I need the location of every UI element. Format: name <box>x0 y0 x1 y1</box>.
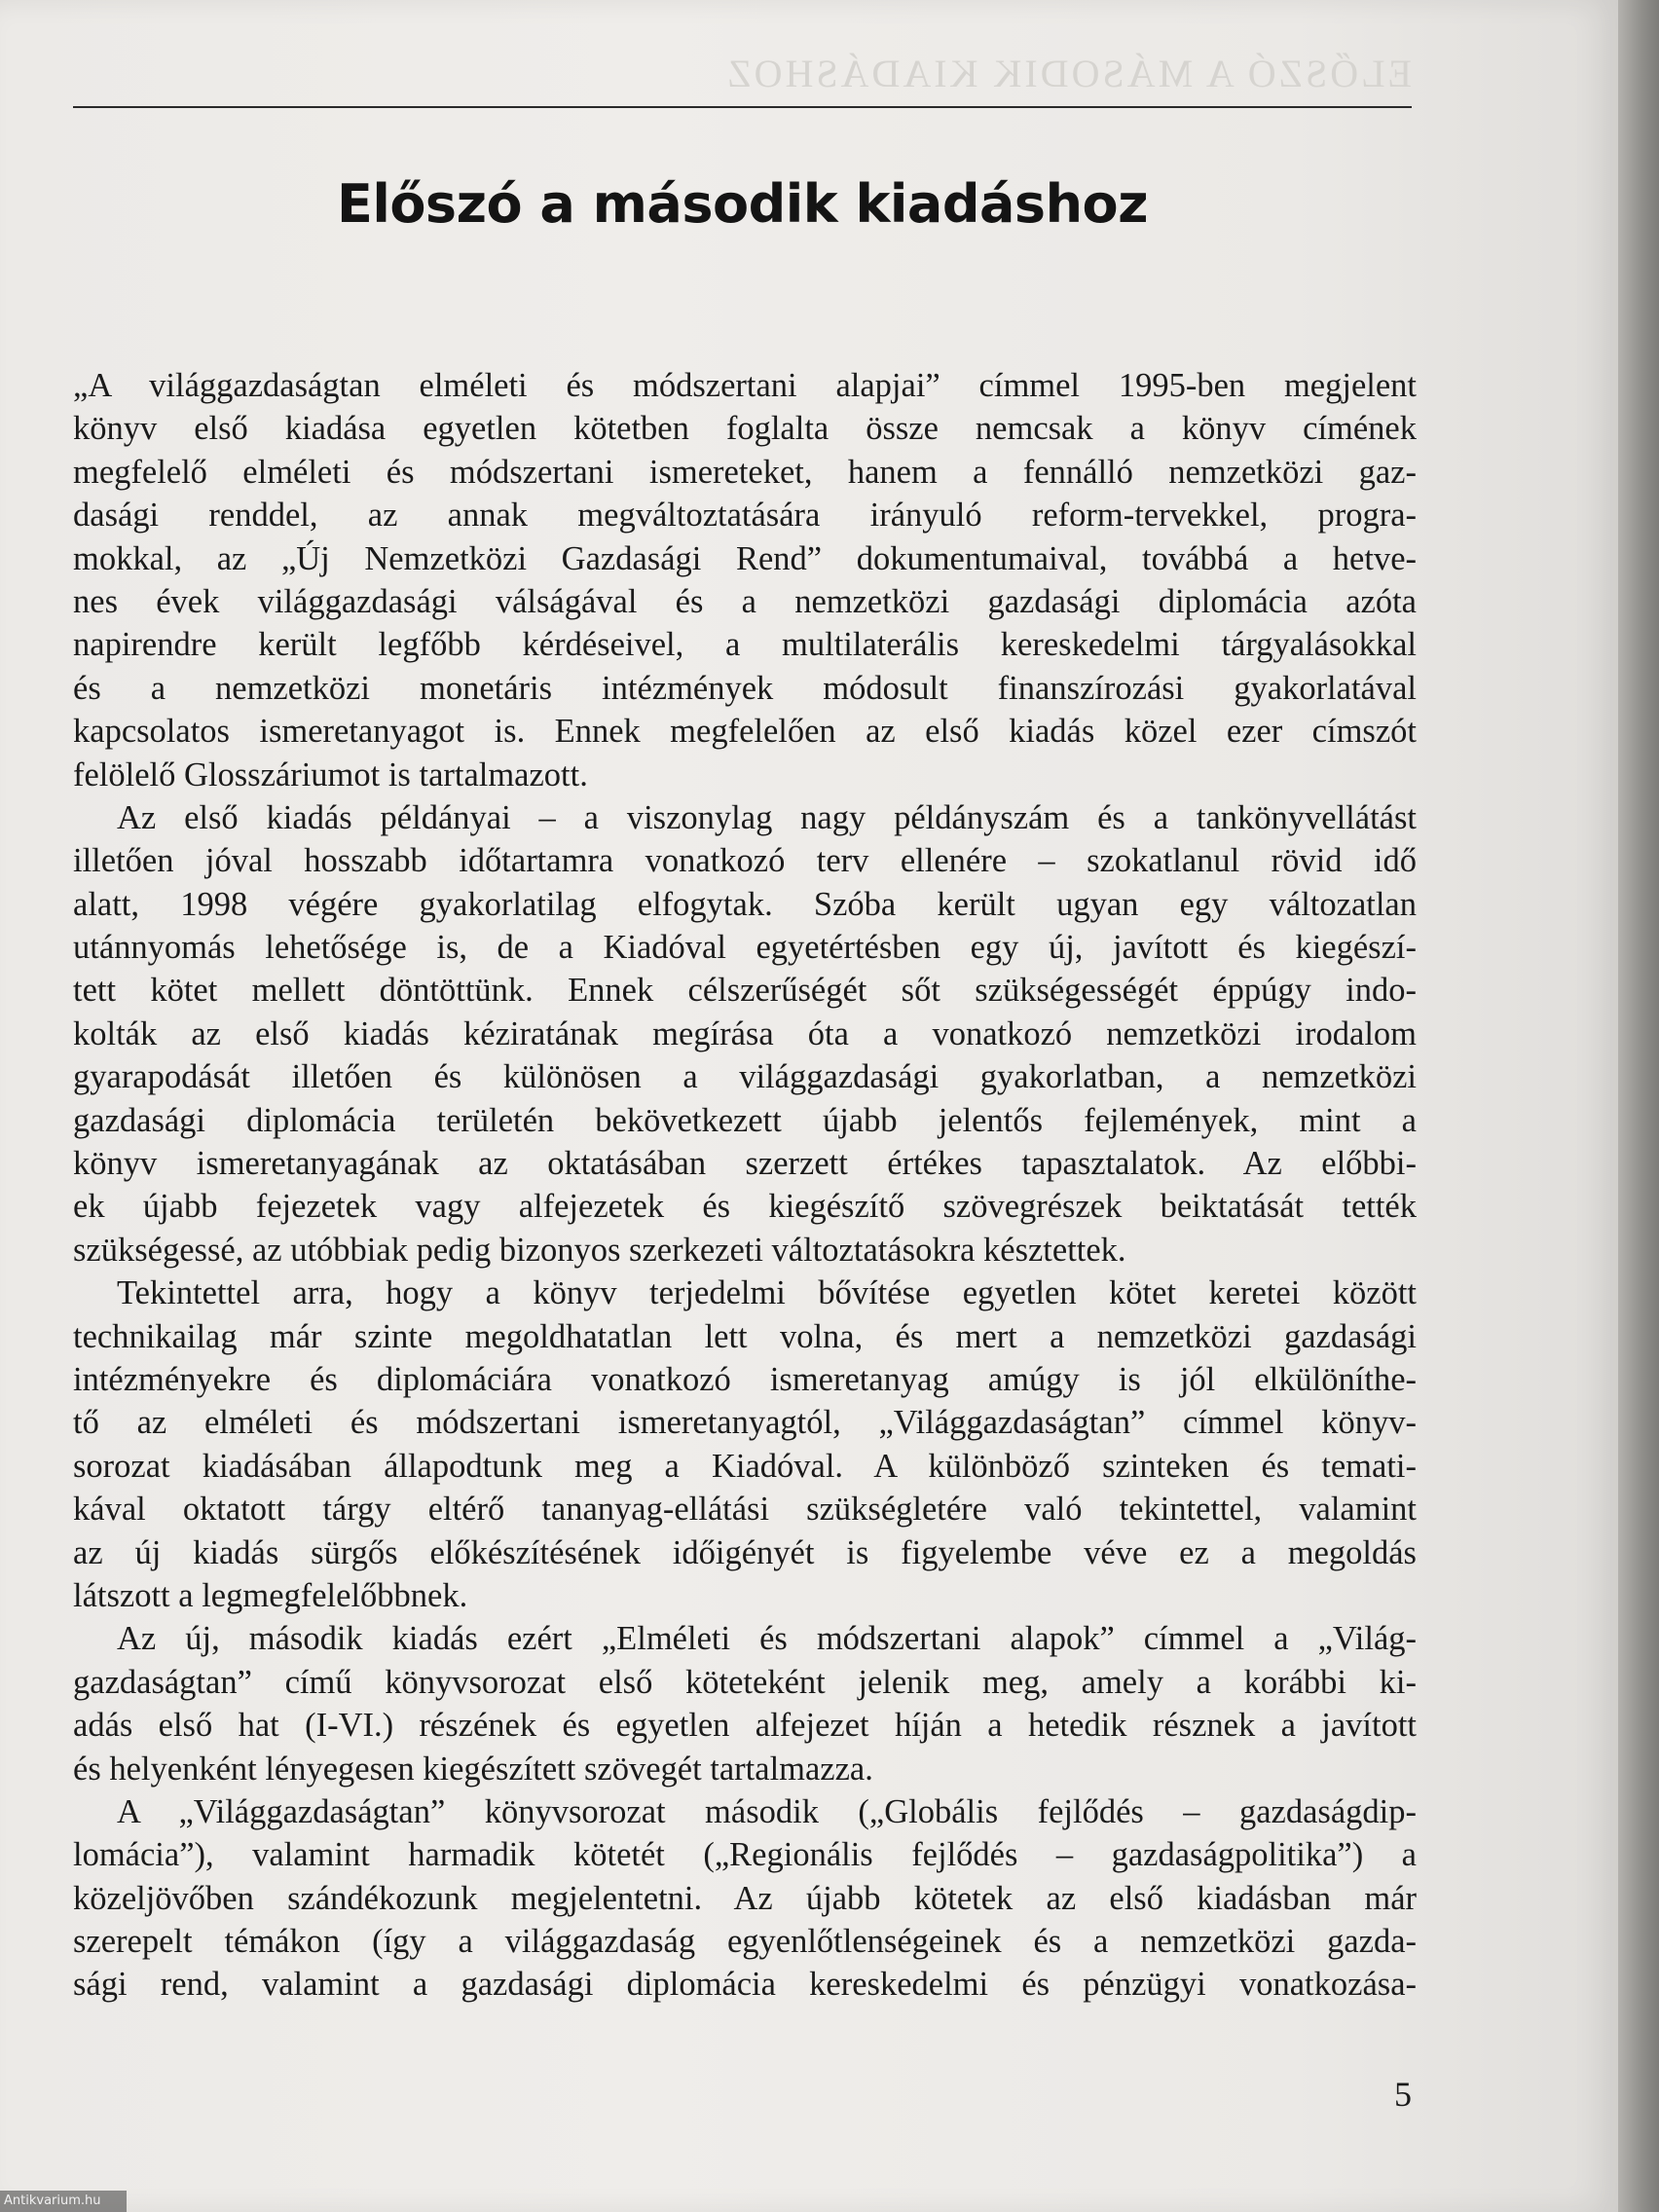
text-line: könyv ismeretanyagának az oktatásában szerzett értékes tapasztalatok. Az előbbi- <box>73 1145 1417 1183</box>
text-line: technikailag már szinte megoldhatatlan lett volna, és mert a nemzetközi gazdasági <box>73 1317 1417 1355</box>
text-line: utánnyomás lehetősége is, de a Kiadóval egyetértésben egy új, javított és kiegészí- <box>73 929 1417 967</box>
text-line: dasági renddel, az annak megváltoztatására irányuló reform-tervekkel, progra- <box>73 497 1417 535</box>
text-line: gazdasági diplomácia területén bekövetkezett újabb jelentős fejlemények, mint a <box>73 1101 1417 1139</box>
text-line: szerepelt témákon (így a világgazdaság egyenlőtlenségeinek és a nemzetközi gazda- <box>73 1923 1417 1961</box>
text-line: alatt, 1998 végére gyakorlatilag elfogytak. Szóba került ugyan egy változatlan <box>73 885 1417 923</box>
text-line: sági rend, valamint a gazdasági diplomácia kereskedelmi és pénzügyi vonatkozása- <box>73 1966 1417 2004</box>
bleed-through-header: ELŐSZÓ A MÁSODIK KIADÁSHOZ <box>724 52 1412 95</box>
text-line: látszott a legmegfelelőbbnek. <box>73 1576 468 1614</box>
text-line: Az új, második kiadás ezért „Elméleti és módszertani alapok” címmel a „Világ- <box>117 1620 1417 1658</box>
text-line: és helyenként lényegesen kiegészített szövegét tartalmazza. <box>73 1750 873 1788</box>
text-line: adás első hat (I-VI.) részének és egyetlen alfejezet híján a hetedik résznek a javított <box>73 1707 1417 1745</box>
text-line: gazdaságtan” című könyvsorozat első köteteként jelenik meg, amely a korábbi ki- <box>73 1663 1417 1701</box>
text-line: Az első kiadás példányai – a viszonylag nagy példányszám és a tankönyvellátást <box>117 798 1417 836</box>
text-line: és a nemzetközi monetáris intézmények módosult finanszírozási gyakorlatával <box>73 669 1417 707</box>
text-line: kolták az első kiadás kéziratának megírása óta a vonatkozó nemzetközi irodalom <box>73 1014 1417 1052</box>
text-line: gyarapodását illetően és különösen a világgazdasági gyakorlatban, a nemzetközi <box>73 1058 1417 1096</box>
text-line: intézményekre és diplomáciára vonatkozó ismeretanyag amúgy is jól elkülöníthe- <box>73 1360 1417 1398</box>
text-line: szükségessé, az utóbbiak pedig bizonyos szerkezeti változtatásokra késztettek. <box>73 1231 1126 1269</box>
text-line: A „Világgazdaságtan” könyvsorozat második („Globális fejlődés – gazdaságdip- <box>117 1792 1417 1830</box>
text-line: illetően jóval hosszabb időtartamra vonatkozó terv ellenére – szokatlanul rövid idő <box>73 842 1417 880</box>
text-line: felölelő Glosszáriumot is tartalmazott. <box>73 756 588 793</box>
watermark: Antikvarium.hu <box>0 2191 127 2212</box>
text-line: „A világgazdaságtan elméleti és módszertani alapjai” címmel 1995-ben megjelent <box>73 367 1417 404</box>
text-line: lomácia”), valamint harmadik kötetét („Regionális fejlődés – gazdaságpolitika”) a <box>73 1836 1417 1874</box>
text-line: tett kötet mellett döntöttünk. Ennek célszerűségét sőt szükségességét éppúgy indo- <box>73 972 1417 1010</box>
text-line: megfelelő elméleti és módszertani ismereteket, hanem a fennálló nemzetközi gaz- <box>73 453 1417 491</box>
text-line: közeljövőben szándékozunk megjelentetni. Az újabb kötetek az első kiadásban már <box>73 1879 1417 1917</box>
text-line: ek újabb fejezetek vagy alfejezetek és kiegészítő szövegrészek beiktatását tették <box>73 1188 1417 1226</box>
text-line: sorozat kiadásában állapodtunk meg a Kiadóval. A különböző szinteken és temati- <box>73 1447 1417 1485</box>
page-edge-shadow <box>1618 0 1659 2212</box>
page-title: Előszó a második kiadáshoz <box>336 173 1149 235</box>
text-line: az új kiadás sürgős előkészítésének időigényét is figyelembe véve ez a megoldás <box>73 1533 1417 1571</box>
text-line: Tekintettel arra, hogy a könyv terjedelmi bővítése egyetlen kötet keretei között <box>117 1274 1417 1312</box>
text-line: mokkal, az „Új Nemzetközi Gazdasági Rend” dokumentumaival, továbbá a hetve- <box>73 539 1417 577</box>
text-line: könyv első kiadása egyetlen kötetben foglalta össze nemcsak a könyv címének <box>73 410 1417 448</box>
text-line: kapcsolatos ismeretanyagot is. Ennek megfelelően az első kiadás közel ezer címszót <box>73 713 1417 751</box>
text-line: tő az elméleti és módszertani ismeretanyagtól, „Világgazdaságtan” címmel könyv- <box>73 1404 1417 1442</box>
text-line: napirendre került legfőbb kérdéseivel, a multilaterális kereskedelmi tárgyalásokkal <box>73 626 1417 664</box>
page-number: 5 <box>1394 2075 1412 2114</box>
body-text <box>73 364 1417 2007</box>
text-line: nes évek világgazdasági válságával és a nemzetközi gazdasági diplomácia azóta <box>73 582 1417 620</box>
header-rule <box>73 106 1412 108</box>
text-line: kával oktatott tárgy eltérő tananyag-ellátási szükségletére való tekintettel, valamint <box>73 1491 1417 1529</box>
